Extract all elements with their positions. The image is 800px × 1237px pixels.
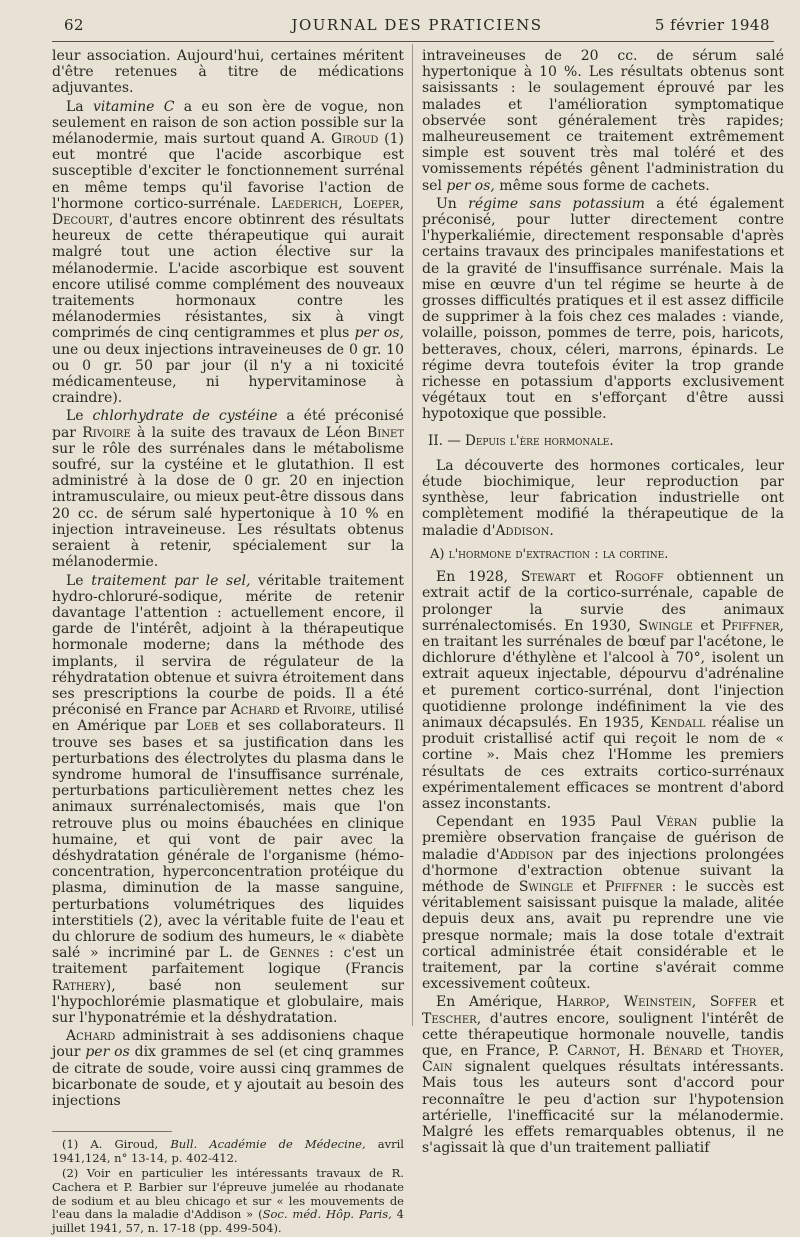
paragraph-traitement-sel: Le traitement par le sel, véritable traitement hydro-chloruré-sodique, mérite de retenir davantage l'attention : actuellement encore, il garde de l'intérêt, adjoint à la thérapeutique hormonale moderne; dans la méthode des implants, il servira de régulateur de la réhydratation obtenue et suivra étroitement dans ses prescriptions la courbe de poids. Il a été préconisé en France par Achard et Rivoire, utilisé en Amérique par Loeb et ses collaborateurs. Il trouve ses bases et sa justification dans les perturbations des électrolytes du plasma dans le syndrome humoral de l'insuffisance surrénale, perturbations particulièrement nettes chez les animaux surrénalectomisés, mais que l'on retrouve plus ou moins ébauchées en clinique humaine, et qui vont de pair avec la déshydratation générale de l'organisme (hémo-concentration, hyperconcentration protéique du plasma, diminution de la masse sanguine, perturbations volumétriques des liquides interstitiels (2), avec la véritable fuite de l'eau et du chlorure de sodium des humeurs, le « diabète salé » incriminé par L. de Gennes : c'est un traitement parfaitement logique (Francis Rathery), basé non seulement sur l'hypochlorémie plasmatique et globulaire, mais sur l'hyponatrémie et la déshydratation. — [52, 572, 405, 1026]
column-divider — [412, 44, 413, 1026]
italic-text: vitamine C — [92, 98, 175, 115]
italic-text: Soc. méd. Hôp. Paris, — [262, 1207, 392, 1222]
small-caps-name: Pfiffner — [604, 878, 663, 895]
italic-text: chlorhydrate de cystéine — [92, 408, 278, 425]
small-caps-name: Véran — [656, 814, 698, 831]
subsection-heading: A) l'hormone d'extraction : la cortine. — [430, 546, 669, 562]
paragraph-cysteine: Le chlorhydrate de cystéine a été préconisé par Rivoire à la suite des travaux de Léon Binet sur le rôle des surrénales dans le métabolisme soufré, sur la cystéine et le glutathion. Il est administré à la dose de 0 gr. 20 en injection intramusculaire, ou mieux peut-être dissous dans 20 cc. de sérum salé hypertonique à 10 % en injection intraveineuse. Les résultats obtenus seraient à retenir, spécialement sur la mélanodermie. — [52, 408, 404, 571]
header-rule — [52, 41, 774, 42]
small-caps-name: Kendall — [650, 714, 706, 731]
small-caps-name: Rogoff — [614, 569, 664, 586]
paragraph-continued: intraveineuses de 20 cc. de sérum salé hypertonique à 10 %. Les résultats obtenus sont saisissants : le soulagement éprouvé par les malades et l'amélioration symptomatique observée sont généralement très rapides; malheureusement ce traitement extrêmement simple est souvent très mal toléré et des vomissements répétés gênent l'administration du sel per os, même sous forme de cachets. — [422, 48, 784, 194]
italic-text: per os, — [446, 177, 495, 194]
small-caps-name: Binet — [367, 424, 404, 441]
italic-text: per os, — [354, 325, 404, 342]
paragraph-amerique: En Amérique, Harrop, Weinstein, Soffer et Tescher, d'autres encore, soulignent l'intérêt de cette thérapeutique hormonale nouvelle, tandis que, en France, P. Carnot, H. Bénard et Thoyer, Cain signalent quelques résultats intéressants. Mais tous les auteurs sont d'accord pour reconnaître le peu d'action sur l'hypotension artérielle, l'inefficacité sur la mélanodermie. Malgré les effets remarquables obtenus, il ne s'agissait là que d'un traitement palliatif — [422, 994, 785, 1157]
small-caps-name: Harrop, Weinstein, Soffer — [556, 994, 757, 1011]
section-heading: II. — Depuis l'ère hormonale. — [428, 432, 614, 449]
issue-date: 5 février 1948 — [654, 16, 770, 34]
italic-text: per os — [85, 1044, 130, 1061]
small-caps-name: Rivoire, — [302, 702, 356, 719]
small-caps-name: Swingle — [638, 617, 693, 634]
paragraph-decouverte: La découverte des hormones corticales, leur étude biochimique, leur reproduction par synthèse, leur fabrication industrielle ont complètement modifié la thérapeutique de la maladie d'Addison. — [422, 457, 784, 539]
small-caps-name: Thoyer, Cain — [422, 1042, 785, 1076]
small-caps-name: Bénard — [653, 1042, 703, 1059]
small-caps-name: Stewart — [520, 569, 576, 586]
paragraph-1928: En 1928, Stewart et Rogoff obtiennent un extrait actif de la cortico-surrénale, capable de prolonger la survie des animaux surrénalectomisés. En 1930, Swingle et Pfiffner, en traitant les surrénales de bœuf par l'acétone, le dichlorure d'éthylène et l'alcool à 70°, isolent un extrait aqueux injectable, dépourvu d'adrénaline et purement cortico-surrénal, dont l'injection quotidienne prolonge indéfiniment la vie des animaux décapsulés. En 1935, Kendall réalise un produit cristallisé actif qui reçoit le nom de « cortine ». Mais chez l'Homme les premiers résultats de ces extraits cortico-surrénaux expérimentalement efficaces se montrent d'abord assez inconstants. — [422, 569, 785, 812]
small-caps-name: Achard — [230, 702, 280, 719]
paragraph-vitamine-c: La vitamine C a eu son ère de vogue, non seulement en raison de son action possible sur la mélanodermie, mais surtout quand A. Giroud (1) eut montré que l'acide ascorbique est susceptible d'exciter le fonctionnement surrénal en même temps qu'il favorise l'action de l'hormone cortico-surrénale. Laederich, Loeper, Decourt, d'autres encore obtinrent des résultats heureux de cette thérapeutique qui aurait malgré tout une action élective sur la mélanodermie. L'acide ascorbique est souvent encore utilisé comme complément des nouveaux traitements hormonaux contre les mélanodermies résistantes, six à vingt comprimés de cinq centigrammes et plus per os, une ou deux injections intraveineuses de 0 gr. 10 ou 0 gr. 50 par jour (il n'y a ni toxicité médicamenteuse, ni hypervitaminose à craindre). — [52, 98, 404, 407]
small-caps-name: Tescher, — [422, 1010, 482, 1027]
small-caps-name: Rivoire — [82, 424, 131, 441]
left-column — [52, 48, 404, 1237]
small-caps-name: Addison — [499, 846, 554, 863]
italic-text: Bull. Académie de Médecine, — [170, 1137, 366, 1152]
italic-text: traitement par le sel, — [91, 572, 251, 589]
small-caps-name: Pfiffner, — [721, 617, 785, 634]
footnote-2: (2) Voir en particulier les intéressants travaux de R. Cachera et P. Barbier sur l'épreuve jumelée au rhodanate de sodium et au bleu chicago et sur « les mouvements de l'eau dans la maladie d'Addison » (Soc. méd. Hôp. Paris, 4 juillet 1941, 57, n. 17-18 (pp. 499-504). — [52, 1166, 404, 1235]
right-column — [422, 48, 784, 1158]
small-caps-name: Swingle — [518, 878, 574, 895]
small-caps-name: Loeb — [186, 718, 219, 735]
journal-title: JOURNAL DES PRATICIENS — [291, 16, 543, 34]
italic-text: régime sans potassium — [468, 195, 645, 212]
small-caps-name: Achard — [66, 1028, 116, 1045]
paragraph: leur association. Aujourd'hui, certaines méritent d'être retenues à titre de médications adjuvantes. — [52, 48, 404, 97]
footnote-rule — [52, 1131, 172, 1132]
page-header — [64, 16, 770, 40]
small-caps-name: Giroud — [331, 131, 379, 148]
footnote-1: (1) A. Giroud, Bull. Académie de Médecine, avril 1941,124, n° 13-14, p. 402-412. — [52, 1137, 404, 1165]
paragraph-veran: Cependant en 1935 Paul Véran publie la première observation française de guérison de maladie d'Addison par des injections prolongées d'hormone d'extraction obtenue suivant la méthode de Swingle et Pfiffner : le succès est véritablement saisissant puisque la malade, alitée depuis deux ans, avait pu reprendre une vie presque normale; mais la dose totale d'extrait cortical administrée était considérable et le traitement, par la cortine s'avérait comme excessivement coûteux. — [422, 814, 785, 993]
paragraph-achard: Achard administrait à ses addisoniens chaque jour per os dix grammes de sel (et cinq grammes de citrate de soude, voire aussi cinq grammes de bicarbonate de soude, et y ajoutait au besoin des injections — [52, 1028, 404, 1109]
small-caps-name: Carnot, — [567, 1042, 621, 1059]
small-caps-name: Laederich, Loeper, Decourt, — [52, 195, 404, 229]
small-caps-name: Gennes — [269, 945, 320, 962]
small-caps-name: Rathery — [52, 977, 106, 994]
paragraph-regime-potassium: Un régime sans potassium a été également préconisé, pour lutter directement contre l'hyperkaliémie, directement responsable d'après certains travaux des principales manifestations et de la gravité de l'insuffisance surrénale. Mais la mise en œuvre d'un tel régime se heurte à de grosses difficultés pratiques et il est assez difficile de supprimer à la fois chez ces malades : viande, volaille, poisson, pommes de terre, pois, haricots, betteraves, choux, céleri, marrons, épinards. Le régime devra toutefois éviter la trop grande richesse en potassium d'apports exclusivement végétaux tout en s'efforçant d'être aussi hypotoxique que possible. — [422, 195, 784, 423]
page-number: 62 — [64, 16, 85, 34]
small-caps-name: Addison. — [495, 522, 554, 539]
